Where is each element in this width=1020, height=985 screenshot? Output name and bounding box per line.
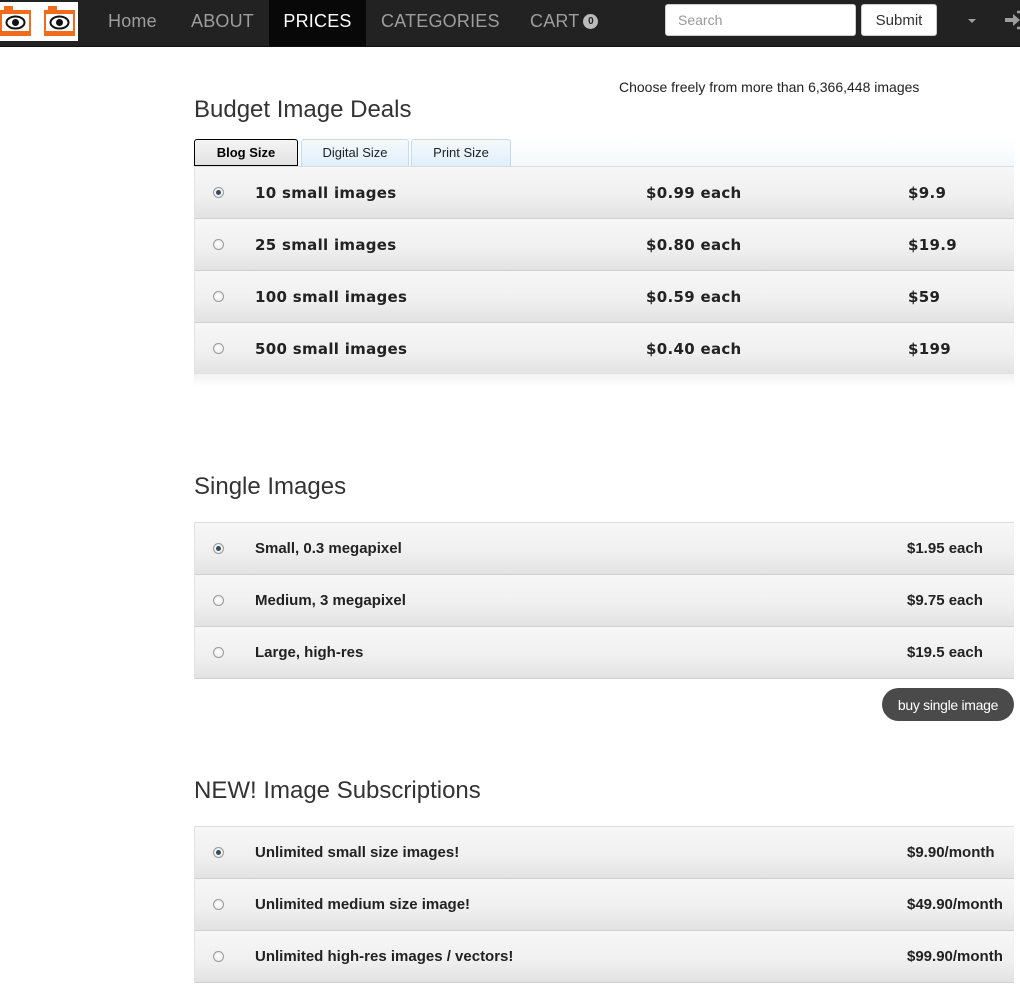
single-row-medium[interactable]	[194, 575, 1014, 627]
radio-icon[interactable]	[213, 543, 224, 554]
subscription-row-medium[interactable]	[194, 879, 1014, 931]
site-logo[interactable]	[0, 2, 78, 41]
radio-icon[interactable]	[213, 899, 224, 910]
subscriptions-list	[194, 826, 1014, 983]
deal-total-price: $199	[908, 340, 951, 358]
deal-unit-price: $0.40 each	[646, 340, 742, 358]
single-price: $9.75 each	[907, 592, 983, 609]
deal-row-100[interactable]	[194, 271, 1014, 323]
radio-icon[interactable]	[213, 239, 224, 250]
nav-home[interactable]: Home	[108, 11, 157, 31]
deal-unit-price: $0.59 each	[646, 288, 742, 306]
submit-button[interactable]: Submit	[861, 4, 937, 36]
buy-single-image-button[interactable]: buy single image	[882, 688, 1014, 721]
camera-icon	[0, 5, 34, 39]
single-row-small[interactable]	[194, 523, 1014, 575]
radio-icon[interactable]	[213, 647, 224, 658]
deal-total-price: $9.9	[908, 184, 947, 202]
tab-blog-size[interactable]: Blog Size	[194, 139, 298, 166]
deal-unit-price: $0.99 each	[646, 184, 742, 202]
tab-print-size[interactable]: Print Size	[411, 139, 511, 166]
single-name: Small, 0.3 megapixel	[255, 540, 402, 557]
nav-prices[interactable]: PRICES	[269, 0, 366, 46]
radio-icon[interactable]	[213, 343, 224, 354]
budget-deals-title: Budget Image Deals	[194, 96, 412, 123]
deal-row-10[interactable]	[194, 167, 1014, 219]
camera-icon	[44, 5, 78, 39]
single-images-title: Single Images	[194, 473, 347, 500]
nav-cart[interactable]	[530, 0, 598, 46]
deal-unit-price: $0.80 each	[646, 236, 742, 254]
single-row-large[interactable]	[194, 627, 1014, 679]
single-price: $19.5 each	[907, 644, 983, 661]
nav-cart-label: CART	[530, 11, 580, 31]
radio-icon[interactable]	[213, 847, 224, 858]
subscription-price: $9.90/month	[907, 844, 995, 861]
radio-icon[interactable]	[213, 291, 224, 302]
deal-name: 10 small images	[255, 184, 397, 202]
single-name: Medium, 3 megapixel	[255, 592, 406, 609]
deal-row-25[interactable]	[194, 219, 1014, 271]
single-images-list	[194, 522, 1014, 679]
subscription-price: $99.90/month	[907, 948, 1003, 965]
deal-total-price: $19.9	[908, 236, 957, 254]
deal-row-500[interactable]	[194, 323, 1014, 375]
deal-name: 100 small images	[255, 288, 408, 306]
single-price: $1.95 each	[907, 540, 983, 557]
tab-digital-size[interactable]: Digital Size	[301, 139, 409, 166]
sign-in-icon[interactable]	[1003, 10, 1020, 30]
nav-about[interactable]: ABOUT	[191, 11, 255, 31]
radio-icon[interactable]	[213, 595, 224, 606]
search-input[interactable]	[665, 4, 856, 36]
budget-deals-list	[194, 166, 1014, 375]
single-name: Large, high-res	[255, 644, 364, 661]
subscription-name: Unlimited medium size image!	[255, 896, 471, 913]
subscription-name: Unlimited small size images!	[255, 844, 460, 861]
deal-total-price: $59	[908, 288, 941, 306]
subscription-name: Unlimited high-res images / vectors!	[255, 948, 514, 965]
top-navbar	[0, 0, 1020, 47]
nav-categories[interactable]: CATEGORIES	[381, 11, 500, 31]
subscription-row-highres[interactable]	[194, 931, 1014, 983]
caret-down-icon[interactable]	[968, 19, 976, 23]
deal-name: 500 small images	[255, 340, 408, 358]
image-count-tagline: Choose freely from more than 6,366,448 images	[619, 79, 920, 95]
list-shadow	[194, 374, 1014, 386]
radio-icon[interactable]	[213, 187, 224, 198]
deal-name: 25 small images	[255, 236, 397, 254]
subscription-row-small[interactable]	[194, 827, 1014, 879]
size-tabs	[194, 138, 1014, 166]
cart-count-badge: 0	[583, 14, 598, 29]
subscriptions-title: NEW! Image Subscriptions	[194, 777, 481, 804]
radio-icon[interactable]	[213, 951, 224, 962]
subscription-price: $49.90/month	[907, 896, 1003, 913]
